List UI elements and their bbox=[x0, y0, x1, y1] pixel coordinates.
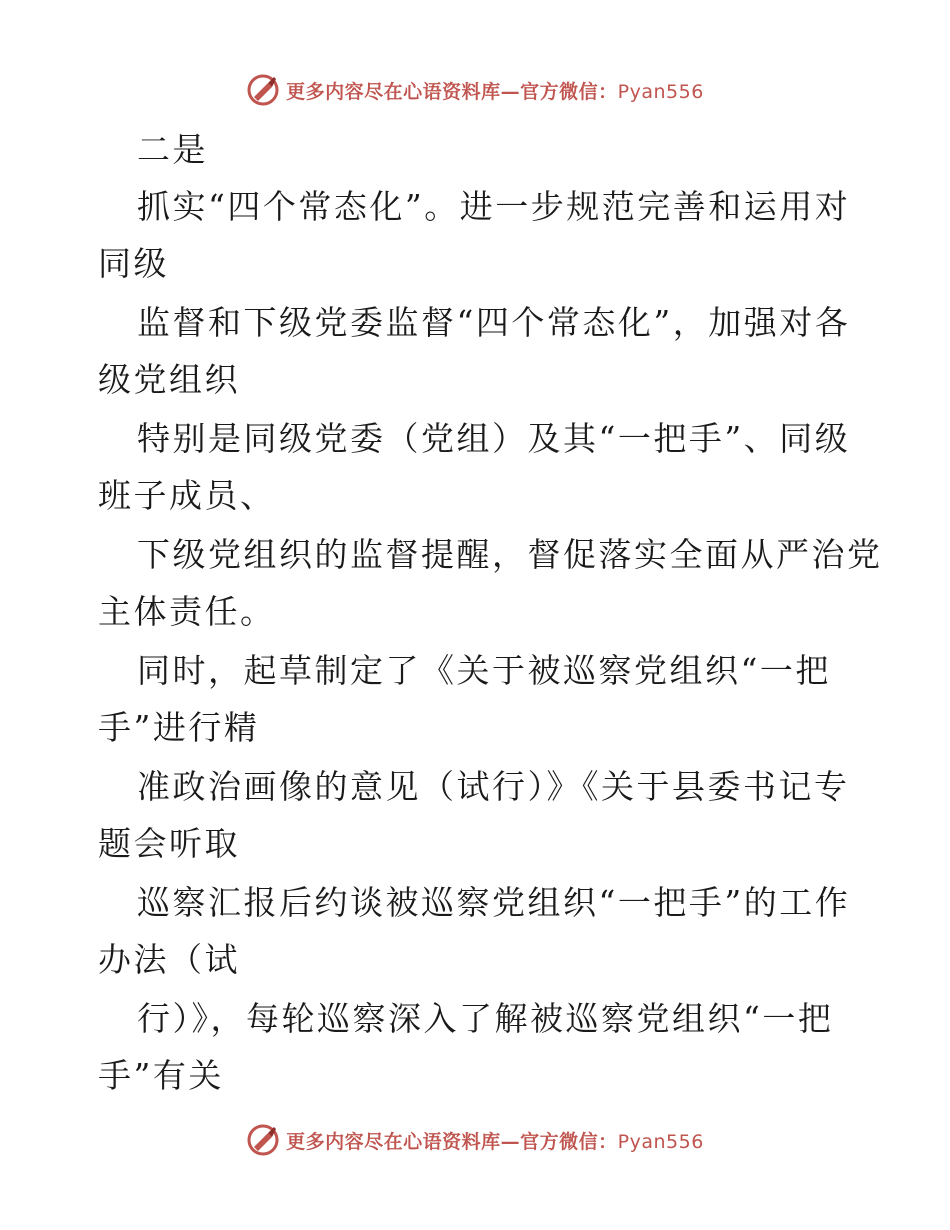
header-banner-inner bbox=[246, 73, 704, 107]
header-banner-text bbox=[286, 77, 704, 104]
doc-line-7: 班子成员、 bbox=[98, 476, 276, 515]
doc-line-10: 同时，起草制定了《关于被巡察党组织“一把 bbox=[137, 651, 831, 690]
doc-line-17: 手”有关 bbox=[98, 1056, 224, 1095]
footer-banner-text bbox=[286, 1127, 704, 1154]
doc-line-13: 题会听取 bbox=[98, 824, 240, 863]
doc-line-11: 手”进行精 bbox=[98, 708, 260, 747]
pen-logo-icon bbox=[246, 1123, 280, 1157]
doc-line-15: 办法（试 bbox=[98, 940, 240, 979]
doc-line-4: 监督和下级党委监督“四个常态化”，加强对各 bbox=[137, 303, 851, 342]
doc-line-3: 同级 bbox=[98, 244, 169, 283]
footer-banner-inner bbox=[246, 1123, 704, 1157]
header-banner-cn: 更多内容尽在心语资料库—官方微信： bbox=[286, 80, 618, 103]
doc-line-14: 巡察汇报后约谈被巡察党组织“一把手”的工作 bbox=[137, 883, 851, 922]
header-banner-id: Pyan556 bbox=[617, 80, 704, 103]
doc-line-12: 准政治画像的意见（试行）》《关于县委书记专 bbox=[137, 767, 850, 806]
footer-banner-id: Pyan556 bbox=[617, 1130, 704, 1153]
header-banner bbox=[0, 70, 950, 110]
doc-line-1: 二是 bbox=[137, 130, 208, 169]
doc-line-5: 级党组织 bbox=[98, 360, 240, 399]
doc-line-16: 行）》，每轮巡察深入了解被巡察党组织“一把 bbox=[137, 999, 834, 1038]
footer-banner-cn: 更多内容尽在心语资料库—官方微信： bbox=[286, 1130, 618, 1153]
doc-line-8: 下级党组织的监督提醒，督促落实全面从严治党 bbox=[137, 535, 883, 574]
doc-line-6: 特别是同级党委（党组）及其“一把手”、同级 bbox=[137, 419, 851, 458]
pen-logo-icon bbox=[246, 73, 280, 107]
doc-line-9: 主体责任。 bbox=[98, 592, 276, 631]
doc-line-2: 抓实“四个常态化”。进一步规范完善和运用对 bbox=[137, 187, 851, 226]
footer-banner bbox=[0, 1120, 950, 1160]
